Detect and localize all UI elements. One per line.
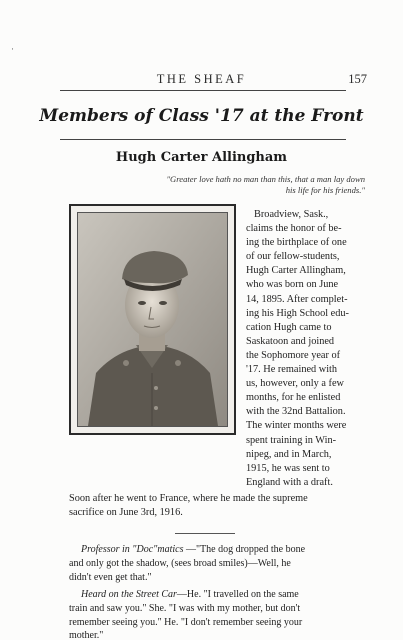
title-rule: [60, 139, 346, 140]
biography-line: 14, 1895. After complet-: [246, 293, 348, 305]
biography-line: ing the birthplace of one: [246, 237, 347, 249]
biography-line: Hugh Carter Allingham,: [246, 265, 346, 277]
page-title: Members of Class '17 at the Front: [39, 106, 364, 126]
biography-line: claims the honor of be-: [246, 223, 342, 235]
biography-line: The winter months were: [246, 420, 347, 432]
biography-line: the Sophomore year of: [246, 349, 341, 361]
epigraph: [150, 174, 365, 196]
biography-line: sacrifice on June 3rd, 1916.: [69, 507, 183, 519]
joke-1-line: and only got the shadow, (sees broad smiles)—Well, he: [69, 557, 291, 569]
biography-line: Broadview, Sask.,: [254, 209, 329, 220]
joke-1-text: —"The dog dropped the bone: [183, 544, 306, 555]
joke-2-line: mother.": [69, 630, 104, 642]
biography-line: Saskatoon and joined: [246, 335, 335, 347]
biography-line: months, for he enlisted: [246, 392, 341, 404]
biography-line: nipeg, and in March,: [246, 448, 332, 460]
biography-line: 1915, he was sent to: [246, 462, 330, 474]
running-header-title: THE SHEAF: [156, 72, 247, 86]
subject-name: Hugh Carter Allingham: [115, 150, 288, 165]
biography-line: of our fellow-students,: [246, 251, 340, 263]
joke-2-heading: Heard on the Street Car: [81, 589, 177, 600]
joke-2: [69, 588, 384, 643]
joke-1-heading: Professor in "Doc"matics: [81, 544, 184, 555]
biography-conclusion: [69, 492, 379, 520]
epigraph-line-1: "Greater love hath no man than this, that a man lay down: [166, 174, 365, 184]
header-rule: [60, 90, 346, 91]
portrait-photo: [77, 212, 228, 427]
joke-2-line: train and saw you." She. "I was with my mother, but don't: [69, 602, 301, 614]
biography-line: Soon after he went to France, where he made the supreme: [69, 493, 308, 504]
epigraph-line-2: his life for his friends.": [285, 185, 365, 195]
joke-2-text: —He. "I travelled on the same: [176, 589, 299, 600]
soldier-portrait-image: [78, 213, 227, 426]
biography-line: us, however, only a few: [246, 378, 344, 390]
biography-line: cation Hugh came to: [246, 321, 332, 333]
biography-line: England with a draft.: [246, 476, 333, 488]
portrait-frame: [69, 204, 236, 435]
biography-line: '17. He remained with: [246, 364, 338, 376]
margin-mark: ·: [11, 44, 14, 54]
biography-line: who was born on June: [246, 279, 339, 291]
joke-2-line: remember seeing you." He. "I don't remember seeing your: [69, 616, 303, 628]
biography-line: spent training in Win-: [246, 434, 337, 446]
joke-1: [69, 543, 384, 584]
biography-line: ing his High School edu-: [246, 307, 349, 319]
biography-column: [246, 208, 376, 490]
page-number: 157: [348, 72, 367, 86]
biography-line: with the 32nd Battalion.: [246, 406, 346, 418]
joke-1-line: didn't even get that.": [69, 571, 152, 583]
section-divider: [175, 533, 235, 534]
